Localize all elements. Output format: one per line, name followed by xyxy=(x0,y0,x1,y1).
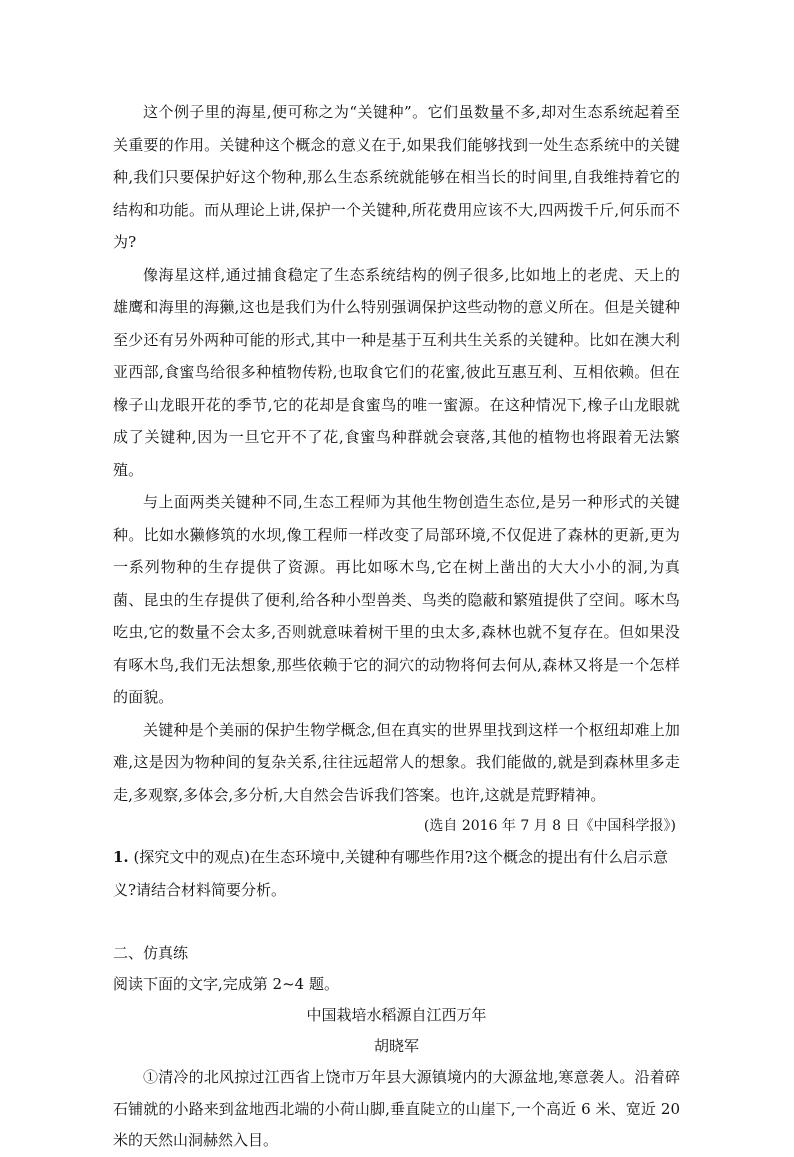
passage-paragraph-2: 像海星这样,通过捕食稳定了生态系统结构的例子很多,比如地上的老虎、天上的雄鹰和海里的海獭,这也是我们为什么特别强调保护这些动物的意义所在。但是关键种至少还有另外两种可能的形式,其中一种是基于互利共生关系的关键种。比如在澳大利亚西部,食蜜鸟给很多种植物传粉,也取食它们的花蜜,彼此互惠互利、互相依赖。但在橡子山龙眼开花的季节,它的花却是食蜜鸟的唯一蜜源。在这种情况下,橡子山龙眼就成了关键种,因为一旦它开不了花,食蜜鸟种群就会衰落,其他的植物也将跟着无法繁殖。 xyxy=(113,265,680,479)
question-1-text: (探究文中的观点)在生态环境中,关键种有哪些作用?这个概念的提出有什么启示意义?请结合材料简要分析。 xyxy=(113,848,668,899)
passage-paragraph-3: 与上面两类关键种不同,生态工程师为其他生物创造生态位,是另一种形式的关键种。比如水獭修筑的水坝,像工程师一样改变了局部环境,不仅促进了森林的更新,更为一系列物种的生存提供了资源。再比如啄木鸟,它在树上凿出的大大小小的洞,为真菌、昆虫的生存提供了便利,给各种小型兽类、鸟类的隐蔽和繁殖提供了空间。啄木鸟吃虫,它的数量不会太多,否则就意味着树干里的虫太多,森林也就不复存在。但如果没有啄木鸟,我们无法想象,那些依赖于它的洞穴的动物将何去何从,森林又将是一个怎样的面貌。 xyxy=(113,493,680,706)
document-page xyxy=(113,96,680,1157)
question-1-number: 1. xyxy=(113,848,129,866)
article-title: 中国栽培水稻源自江西万年 xyxy=(306,1006,487,1024)
article-author: 胡晓军 xyxy=(373,1037,419,1055)
passage-source: (选自 2016 年 7 月 8 日《中国科学报》) xyxy=(423,818,676,834)
question-1 xyxy=(113,841,680,906)
section-2-instruction: 阅读下面的文字,完成第 2~4 题。 xyxy=(113,975,339,993)
section-2-title: 二、仿真练 xyxy=(113,944,189,962)
article-paragraph-1: ①清冷的北风掠过江西省上饶市万年县大源镇境内的大源盆地,寒意袭人。沿着碎石铺就的小路来到盆地西北端的小荷山脚,垂直陡立的山崖下,一个高近 6 米、宽近 20 米的天然山洞赫然入目。 xyxy=(113,1068,680,1149)
passage-paragraph-1: 这个例子里的海星,便可称之为“关键种”。它们虽数量不多,却对生态系统起着至关重要的作用。关键种这个概念的意义在于,如果我们能够找到一处生态系统中的关键种,我们只要保护好这个物种,那么生态系统就能够在相当长的时间里,自我维持着它的结构和功能。而从理论上讲,保护一个关键种,所花费用应该不大,四两拨千斤,何乐而不为? xyxy=(113,103,680,251)
passage-paragraph-4: 关键种是个美丽的保护生物学概念,但在真实的世界里找到这样一个枢纽却难上加难,这是因为物种间的复杂关系,往往远超常人的想象。我们能做的,就是到森林里多走走,多观察,多体会,多分析,大自然会告诉我们答案。也许,这就是荒野精神。 xyxy=(113,720,680,804)
answer-space xyxy=(113,906,680,938)
